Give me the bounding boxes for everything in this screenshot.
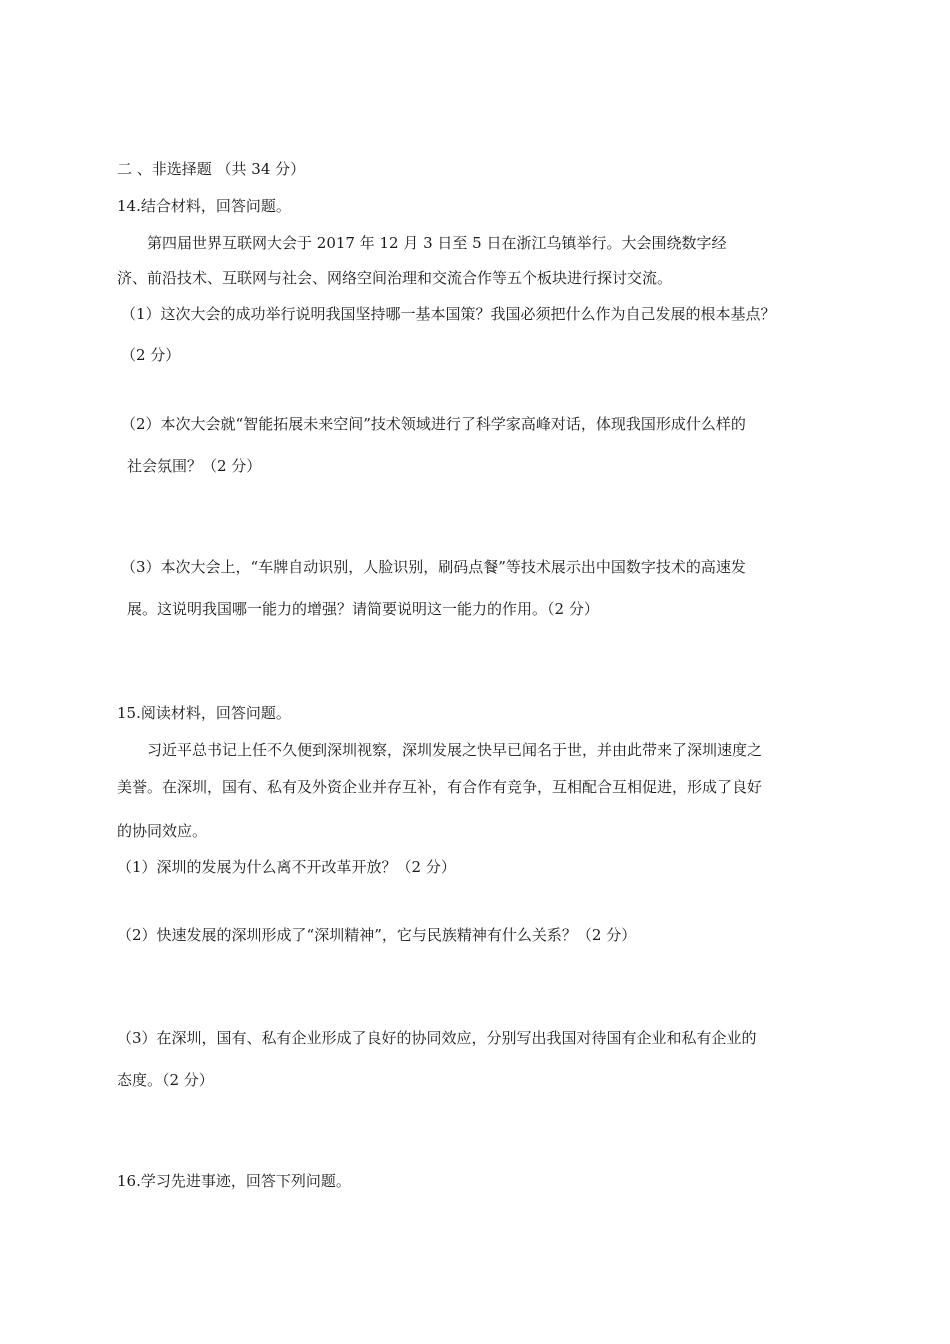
- question-14-sub-2-line-2: 社会氛围？（2 分）: [127, 457, 262, 475]
- question-14-material-line-2: 济、前沿技术、互联网与社会、网络空间治理和交流合作等五个板块进行探讨交流。: [117, 269, 673, 287]
- question-15-material-line-2: 美誉。在深圳，国有、私有及外资企业并存互补，有合作有竞争，互相配合互相促进，形成了良好: [117, 778, 763, 796]
- question-14-sub-2-line-1: （2）本次大会就“智能拓展未来空间”技术领域进行了科学家高峰对话，体现我国形成什么样的: [121, 415, 746, 433]
- question-15-material-line-3: 的协同效应。: [117, 822, 208, 840]
- question-15-sub-1: （1）深圳的发展为什么离不开改革开放？（2 分）: [117, 858, 456, 876]
- question-15-title: 15.阅读材料，回答问题。: [117, 704, 291, 722]
- question-15-sub-2: （2）快速发展的深圳形成了“深圳精神”，它与民族精神有什么关系？（2 分）: [117, 926, 637, 944]
- question-14-sub-1-line-1: （1）这次大会的成功举行说明我国坚持哪一基本国策？我国必须把什么作为自己发展的根本基点？: [121, 305, 776, 323]
- question-15-sub-3-line-2: 态度。（2 分）: [117, 1071, 214, 1089]
- question-15-material-line-1: 习近平总书记上任不久便到深圳视察，深圳发展之快早已闻名于世，并由此带来了深圳速度之: [147, 741, 763, 759]
- question-16-title: 16.学习先进事迹，回答下列问题。: [117, 1172, 351, 1190]
- question-15-sub-3-line-1: （3）在深圳，国有、私有企业形成了良好的协同效应，分别写出我国对待国有企业和私有企业的: [117, 1029, 757, 1047]
- section-heading: 二 、非选择题 （共 34 分）: [117, 160, 306, 178]
- question-14-sub-3-line-2: 展。这说明我国哪一能力的增强？请简要说明这一能力的作用。（2 分）: [127, 600, 599, 618]
- question-14-sub-1-line-2: （2 分）: [121, 346, 181, 364]
- question-14-sub-3-line-1: （3）本次大会上，“车牌自动识别，人脸识别，刷码点餐”等技术展示出中国数字技术的高速发: [121, 558, 746, 576]
- question-14-title: 14.结合材料，回答问题。: [117, 197, 291, 215]
- question-14-material-line-1: 第四届世界互联网大会于 2017 年 12 月 3 日至 5 日在浙江乌镇举行。大会围绕数字经: [147, 234, 727, 252]
